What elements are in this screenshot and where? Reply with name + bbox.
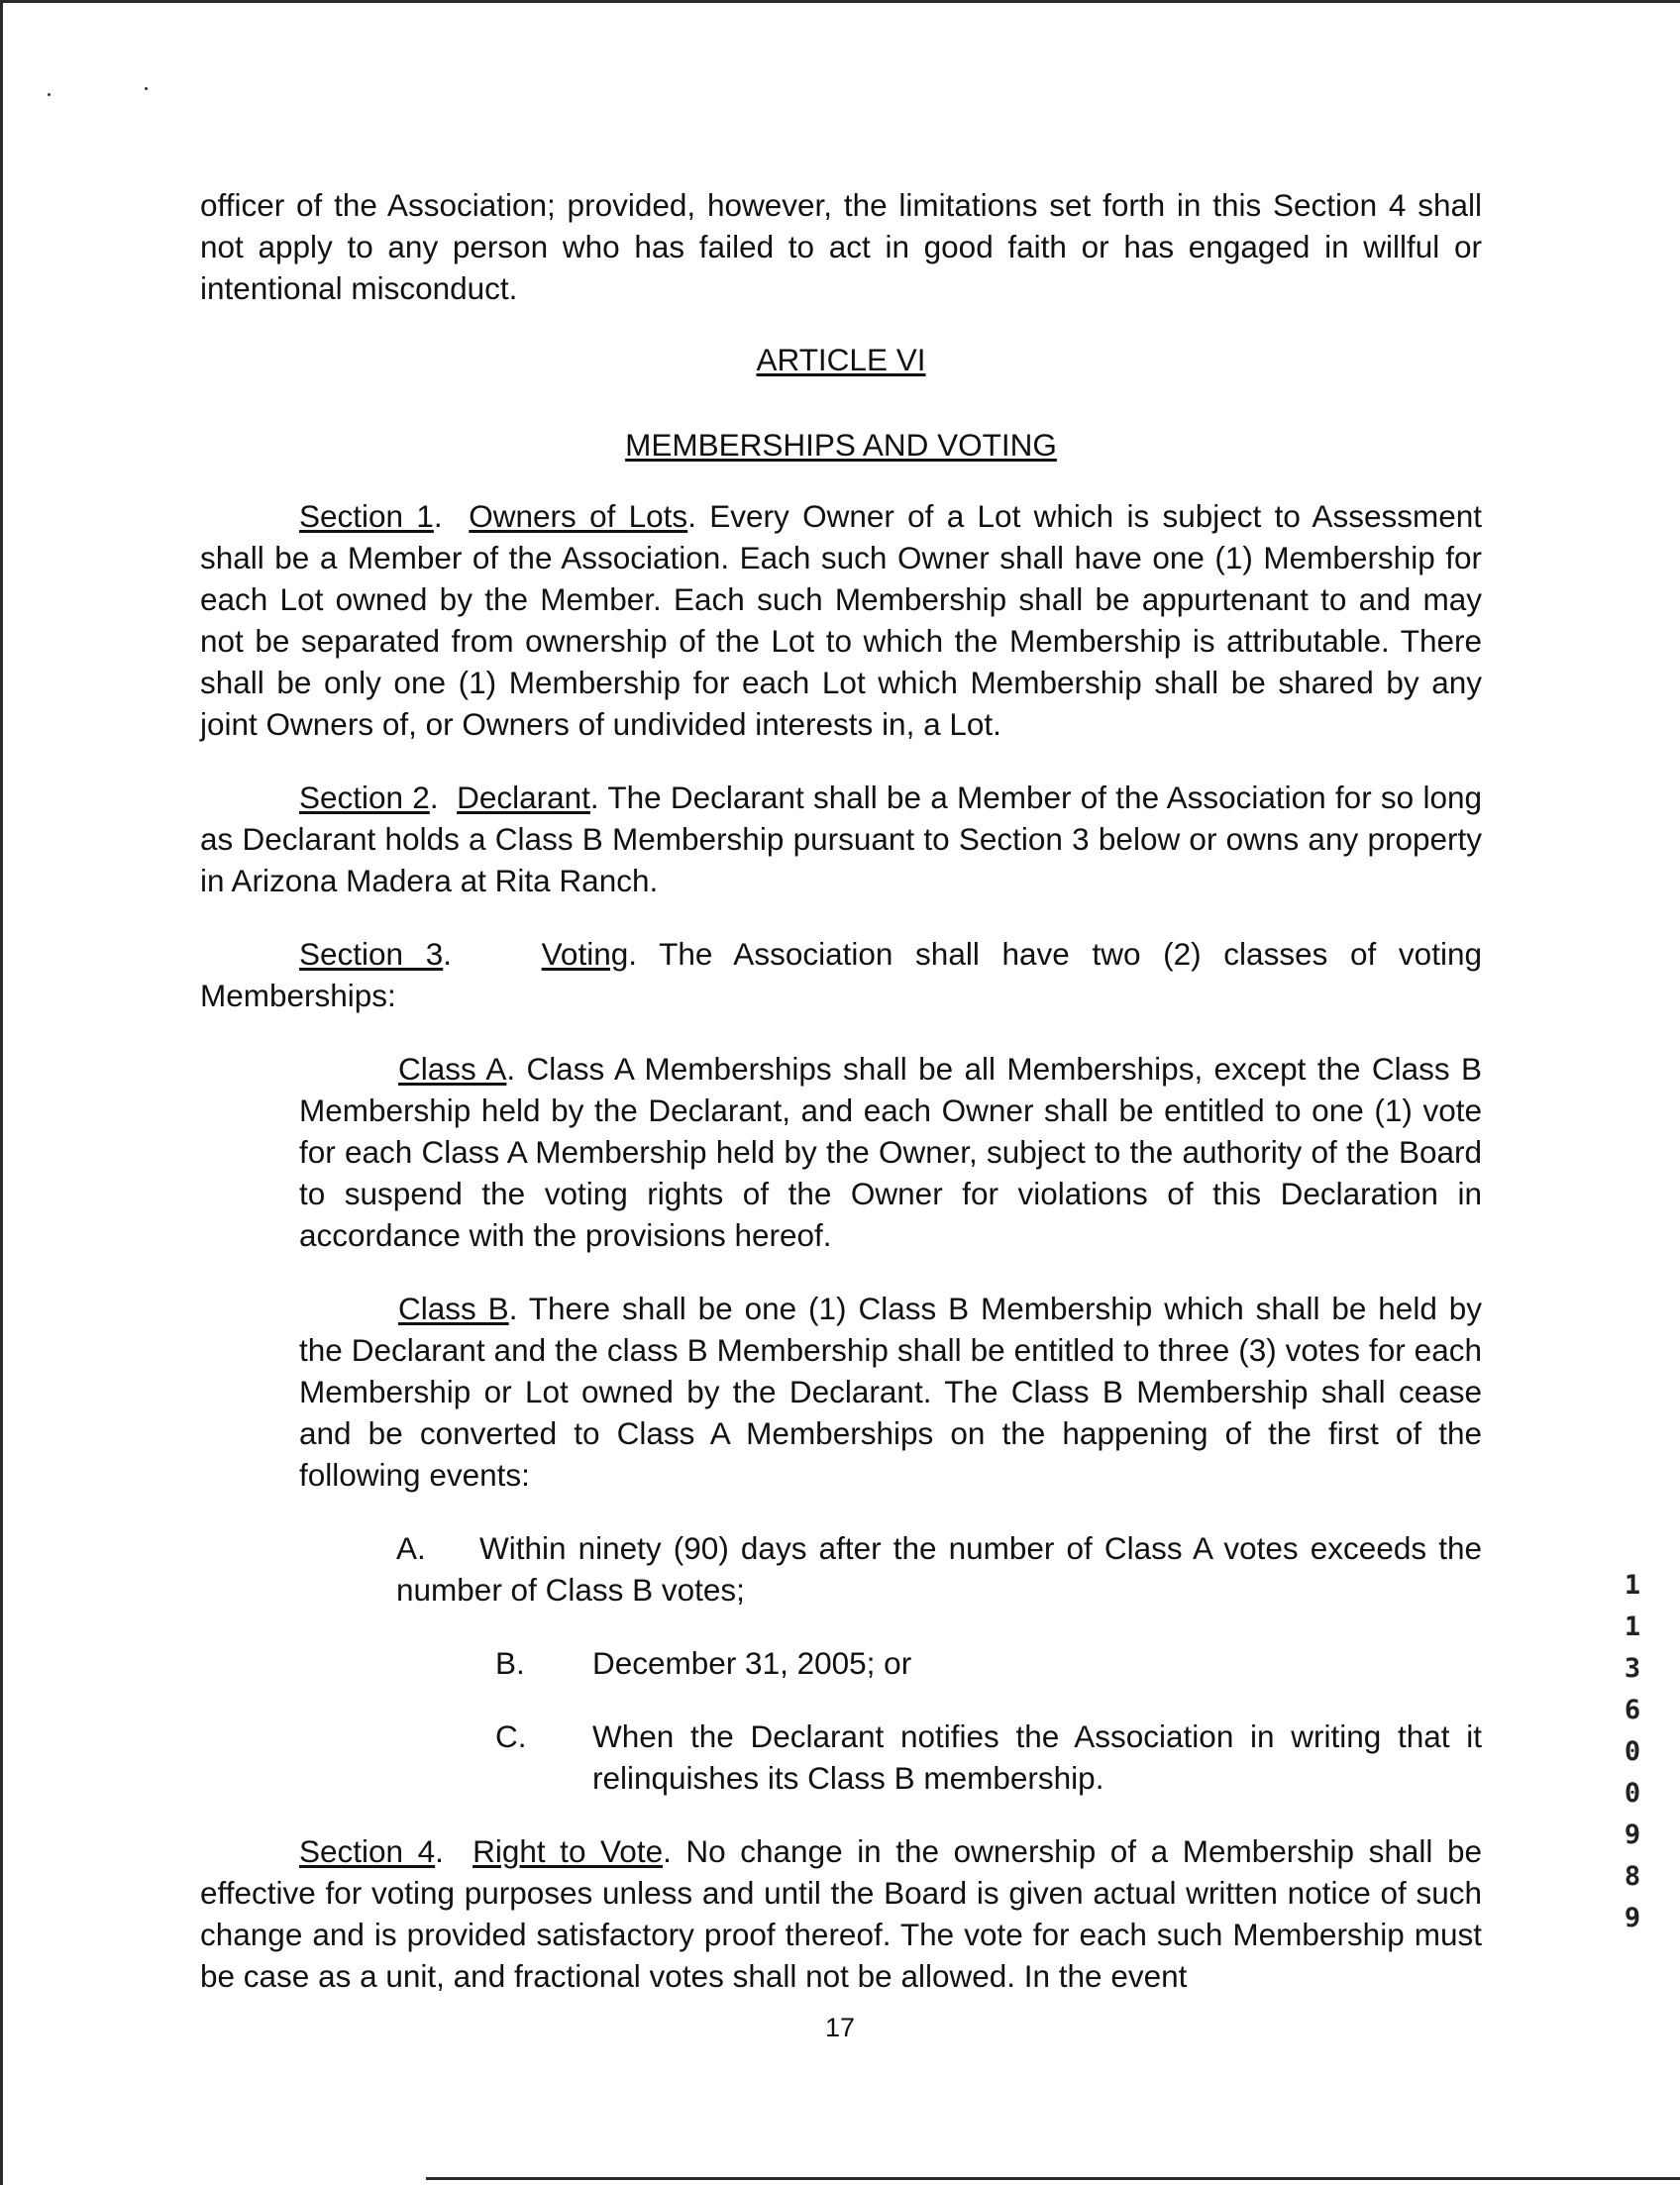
stamp-digit: 3: [1624, 1653, 1641, 1684]
class-b-paragraph: Class B. There shall be one (1) Class B Membership which shall be held by the Declarant and the class B Membership shall be entitled to three (3) votes for each Membership or Lot owned by the Declarant. The Class B Membership shall cease and be converted to Class A Memberships on the happening of the first of the following events:: [299, 1291, 1483, 1493]
section-3-title: Voting: [541, 936, 629, 972]
event-a-label: A.: [396, 1530, 426, 1566]
section-4-text: No change in the ownership of a Membership shall be effective for voting purposes unless and until the Board is given actual written notice of such change and is provided satisfactory proof thereof. The vote for each such Membership must be case as a unit, and fractional votes shall not be allowed. In the event: [200, 1833, 1483, 1994]
stamp-digit: 9: [1624, 1820, 1641, 1850]
stamp-digit: 9: [1624, 1903, 1641, 1933]
article-title-text: MEMBERSHIPS AND VOTING: [625, 427, 1057, 463]
section-4-title: Right to Vote: [472, 1833, 664, 1869]
stamp-digit: 0: [1624, 1736, 1641, 1767]
section-2-text: The Declarant shall be a Member of the Association for so long as Declarant holds a Class B Membership pursuant to Section 3 below or owns any property in Arizona Madera at Rita Ranch.: [200, 780, 1482, 898]
stamp-digit: 1: [1624, 1570, 1641, 1601]
stamp-digit: 1: [1624, 1612, 1641, 1642]
section-1-title: Owners of Lots: [469, 498, 688, 534]
intro-paragraph: officer of the Association; provided, however, the limitations set forth in this Section 4 shall not apply to any person who has failed to act in good faith or has engaged in willful or intentional misconduct.: [200, 187, 1482, 306]
section-2-paragraph: Section 2. Declarant. The Declarant shall be a Member of the Association for so long as Declarant holds a Class B Membership pursuant to Section 3 below or owns any property in Arizona Madera at Rita Ranch.: [200, 780, 1482, 898]
section-1-text: Every Owner of a Lot which is subject to Assessment shall be a Member of the Association. Each such Owner shall have one (1) Membership for each Lot owned by the Member. Each such Membership shall be appurtenant to and may not be separated from ownership of the Lot to which the Membership is attributable. There shall be only one (1) Membership for each Lot which Membership shall be shared by any joint Owners of, or Owners of undivided interests in, a Lot.: [200, 498, 1482, 742]
scan-edge-left: [0, 0, 3, 2185]
event-c: [495, 1716, 1482, 1799]
section-4-number: Section 4: [299, 1833, 436, 1869]
scan-speck: [145, 87, 148, 90]
class-b-text: There shall be one (1) Class B Membership which shall be held by the Declarant and the class B Membership shall be entitled to three (3) votes for each Membership or Lot owned by the Declarant. The Class B Membership shall cease and be converted to Class A Memberships on the happening of the first of the following events:: [299, 1291, 1483, 1493]
class-a-text: Class A Memberships shall be all Memberships, except the Class B Membership held by the Declarant, and each Owner shall be entitled to one (1) vote for each Class A Membership held by the Owner, subject to the authority of the Board to suspend the voting rights of the Owner for violations of this Declaration in accordance with the provisions hereof.: [299, 1051, 1482, 1253]
scan-edge-bottom: [426, 2177, 1680, 2180]
scan-speck: [48, 93, 51, 96]
section-1-paragraph: Section 1. Owners of Lots. Every Owner of a Lot which is subject to Assessment shall be a Member of the Association. Each such Owner shall have one (1) Membership for each Lot owned by the Member. Each such Membership shall be appurtenant to and may not be separated from ownership of the Lot to which the Membership is attributable. There shall be only one (1) Membership for each Lot which Membership shall be shared by any joint Owners of, or Owners of undivided interests in, a Lot.: [200, 498, 1482, 742]
class-b-title: Class B: [398, 1291, 509, 1326]
class-a-title: Class A: [398, 1051, 507, 1087]
scan-edge-top: [0, 0, 1680, 3]
document-page: [200, 184, 1482, 1997]
section-3-number: Section 3: [299, 936, 444, 972]
section-1-number: Section 1: [299, 498, 434, 534]
stamp-digit: 6: [1624, 1695, 1641, 1725]
event-b-text: December 31, 2005; or: [592, 1645, 912, 1681]
article-heading-text: ARTICLE VI: [756, 342, 926, 377]
event-b: [495, 1642, 1482, 1684]
event-a-text: Within ninety (90) days after the number of Class A votes exceeds the number of Class B votes;: [396, 1530, 1482, 1608]
section-2-number: Section 2: [299, 780, 430, 815]
margin-stamp-lower: [1621, 1773, 1644, 1939]
section-2-title: Declarant: [457, 780, 590, 815]
section-3-text: The Association shall have two (2) classes of voting Memberships:: [200, 936, 1482, 1013]
stamp-digit: 8: [1624, 1861, 1641, 1892]
section-3-paragraph: Section 3. Voting. The Association shall have two (2) classes of voting Memberships:: [200, 936, 1482, 1013]
article-heading: [200, 339, 1482, 380]
page-number: 17: [824, 2013, 856, 2042]
section-4-paragraph: Section 4. Right to Vote. No change in the ownership of a Membership shall be effective for voting purposes unless and until the Board is given actual written notice of such change and is provided satisfactory proof thereof. The vote for each such Membership must be case as a unit, and fractional votes shall not be allowed. In the event: [200, 1833, 1483, 1994]
margin-stamp-upper: [1621, 1565, 1644, 1773]
class-a-paragraph: Class A. Class A Memberships shall be all Memberships, except the Class B Membership held by the Declarant, and each Owner shall be entitled to one (1) vote for each Class A Membership held by the Owner, subject to the authority of the Board to suspend the voting rights of the Owner for violations of this Declaration in accordance with the provisions hereof.: [299, 1051, 1482, 1253]
stamp-digit: 0: [1624, 1778, 1641, 1809]
event-a: [396, 1527, 1482, 1611]
event-c-text: When the Declarant notifies the Association in writing that it relinquishes its Class B membership.: [592, 1718, 1482, 1796]
article-title: [200, 424, 1482, 466]
event-c-label: C.: [495, 1718, 527, 1754]
event-b-label: B.: [495, 1645, 525, 1681]
